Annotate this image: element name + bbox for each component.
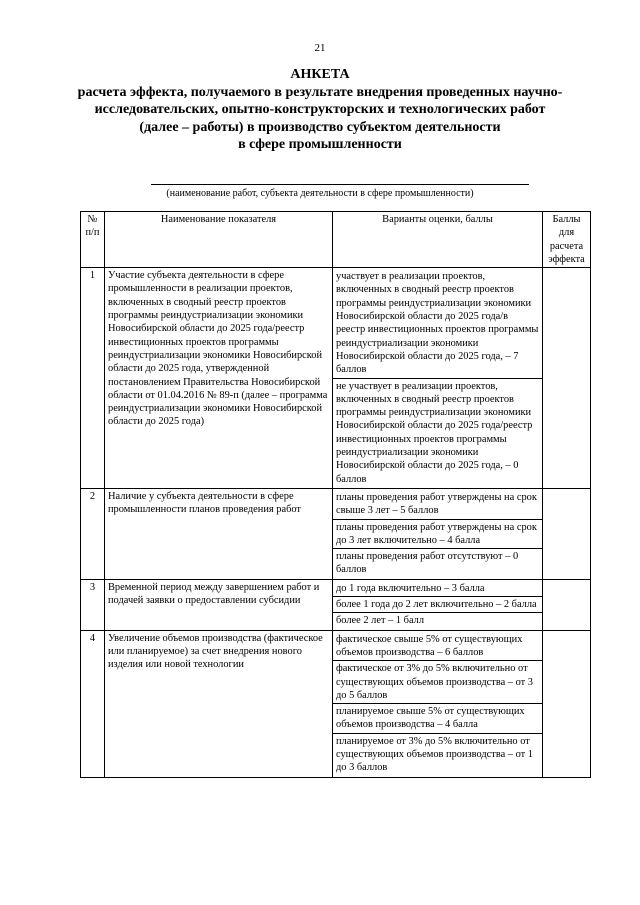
option: более 2 лет – 1 балл bbox=[336, 615, 425, 627]
option: более 1 года до 2 лет включительно – 2 балла bbox=[333, 597, 542, 613]
option: планируемое свыше 5% от существующих объемов производства – 4 балла bbox=[333, 704, 542, 734]
row-indicator: Увеличение объемов производства (фактическое или планируемое) за счет внедрения нового изделия или новой технологии bbox=[105, 630, 333, 777]
row-options bbox=[333, 268, 543, 489]
option: участвует в реализации проектов, включенных в сводный реестр проектов программы реиндустриализации экономики Новосибирской области до 2025 года/в реестр инвестиционных проектов программы реиндустриализации экономики Новосибирской области до 2025 года, – 7 баллов bbox=[333, 269, 542, 378]
table-row bbox=[81, 630, 591, 777]
option: планы проведения работ утверждены на срок до 3 лет включительно – 4 балла bbox=[333, 520, 542, 550]
header-options: Варианты оценки, баллы bbox=[333, 212, 543, 268]
table-row bbox=[81, 268, 591, 489]
row-indicator: Временной период между завершением работ и подачей заявки о предоставлении субсидии bbox=[105, 579, 333, 630]
header-indicator: Наименование показателя bbox=[105, 212, 333, 268]
option: не участвует в реализации проектов, включенных в сводный реестр проектов программы реиндустриализации экономики Новосибирской области до 2025 года/реестр инвестиционных проектов программы реиндустриализации экономики Новосибирской области до 2025 года, – 0 баллов bbox=[336, 380, 533, 485]
row-indicator: Участие субъекта деятельности в сфере промышленности в реализации проектов, включенных в сводный реестр проектов программы реиндустриализации экономики Новосибирской области до 2025 года/реестр инвестиционных проектов программы реиндустриализации экономики Новосибирской области до 2025 года, утвержденной постановлением Правительства Новосибирской области от 01.04.2016 № 89-п (далее – программа реиндустриализации экономики Новосибирской области до 2025 года) bbox=[105, 268, 333, 489]
row-num: 3 bbox=[81, 579, 105, 630]
score-cell[interactable] bbox=[543, 579, 591, 630]
option: до 1 года включительно – 3 балла bbox=[333, 581, 542, 597]
row-indicator: Наличие у субъекта деятельности в сфере промышленности планов проведения работ bbox=[105, 488, 333, 579]
title-line: расчета эффекта, получаемого в результате внедрения проведенных научно- bbox=[77, 84, 563, 100]
score-cell[interactable] bbox=[543, 268, 591, 489]
fill-in-line bbox=[151, 184, 529, 185]
table-header-row bbox=[81, 212, 591, 268]
document-title bbox=[40, 66, 600, 154]
title-line: в сфере промышленности bbox=[238, 137, 402, 152]
title-line: (далее – работы) в производство субъектом деятельности bbox=[139, 119, 501, 135]
table-row bbox=[81, 488, 591, 579]
title-line: АНКЕТА bbox=[290, 67, 350, 82]
score-cell[interactable] bbox=[543, 630, 591, 777]
row-options bbox=[333, 630, 543, 777]
option: планы проведения работ отсутствуют – 0 баллов bbox=[336, 551, 519, 576]
option: планируемое от 3% до 5% включительно от существующих объемов производства – от 1 до 3 баллов bbox=[336, 735, 533, 774]
table-row bbox=[81, 579, 591, 630]
option: планы проведения работ утверждены на срок свыше 3 лет – 5 баллов bbox=[333, 490, 542, 520]
header-score: Баллы для расчета эффекта bbox=[543, 212, 591, 268]
row-num: 2 bbox=[81, 488, 105, 579]
row-options bbox=[333, 579, 543, 630]
page-number: 21 bbox=[314, 42, 326, 54]
row-num: 4 bbox=[81, 630, 105, 777]
row-num: 1 bbox=[81, 268, 105, 489]
option: фактическое от 3% до 5% включительно от существующих объемов производства – от 3 до 5 баллов bbox=[333, 661, 542, 704]
title-line: исследовательских, опытно-конструкторских и технологических работ bbox=[94, 102, 546, 117]
option: фактическое свыше 5% от существующих объемов производства – 6 баллов bbox=[333, 632, 542, 662]
row-options bbox=[333, 488, 543, 579]
score-cell[interactable] bbox=[543, 488, 591, 579]
questionnaire-table bbox=[80, 211, 591, 778]
fill-in-caption: (наименование работ, субъекта деятельности в сфере промышленности) bbox=[166, 188, 474, 199]
header-num: № п/п bbox=[81, 212, 105, 268]
